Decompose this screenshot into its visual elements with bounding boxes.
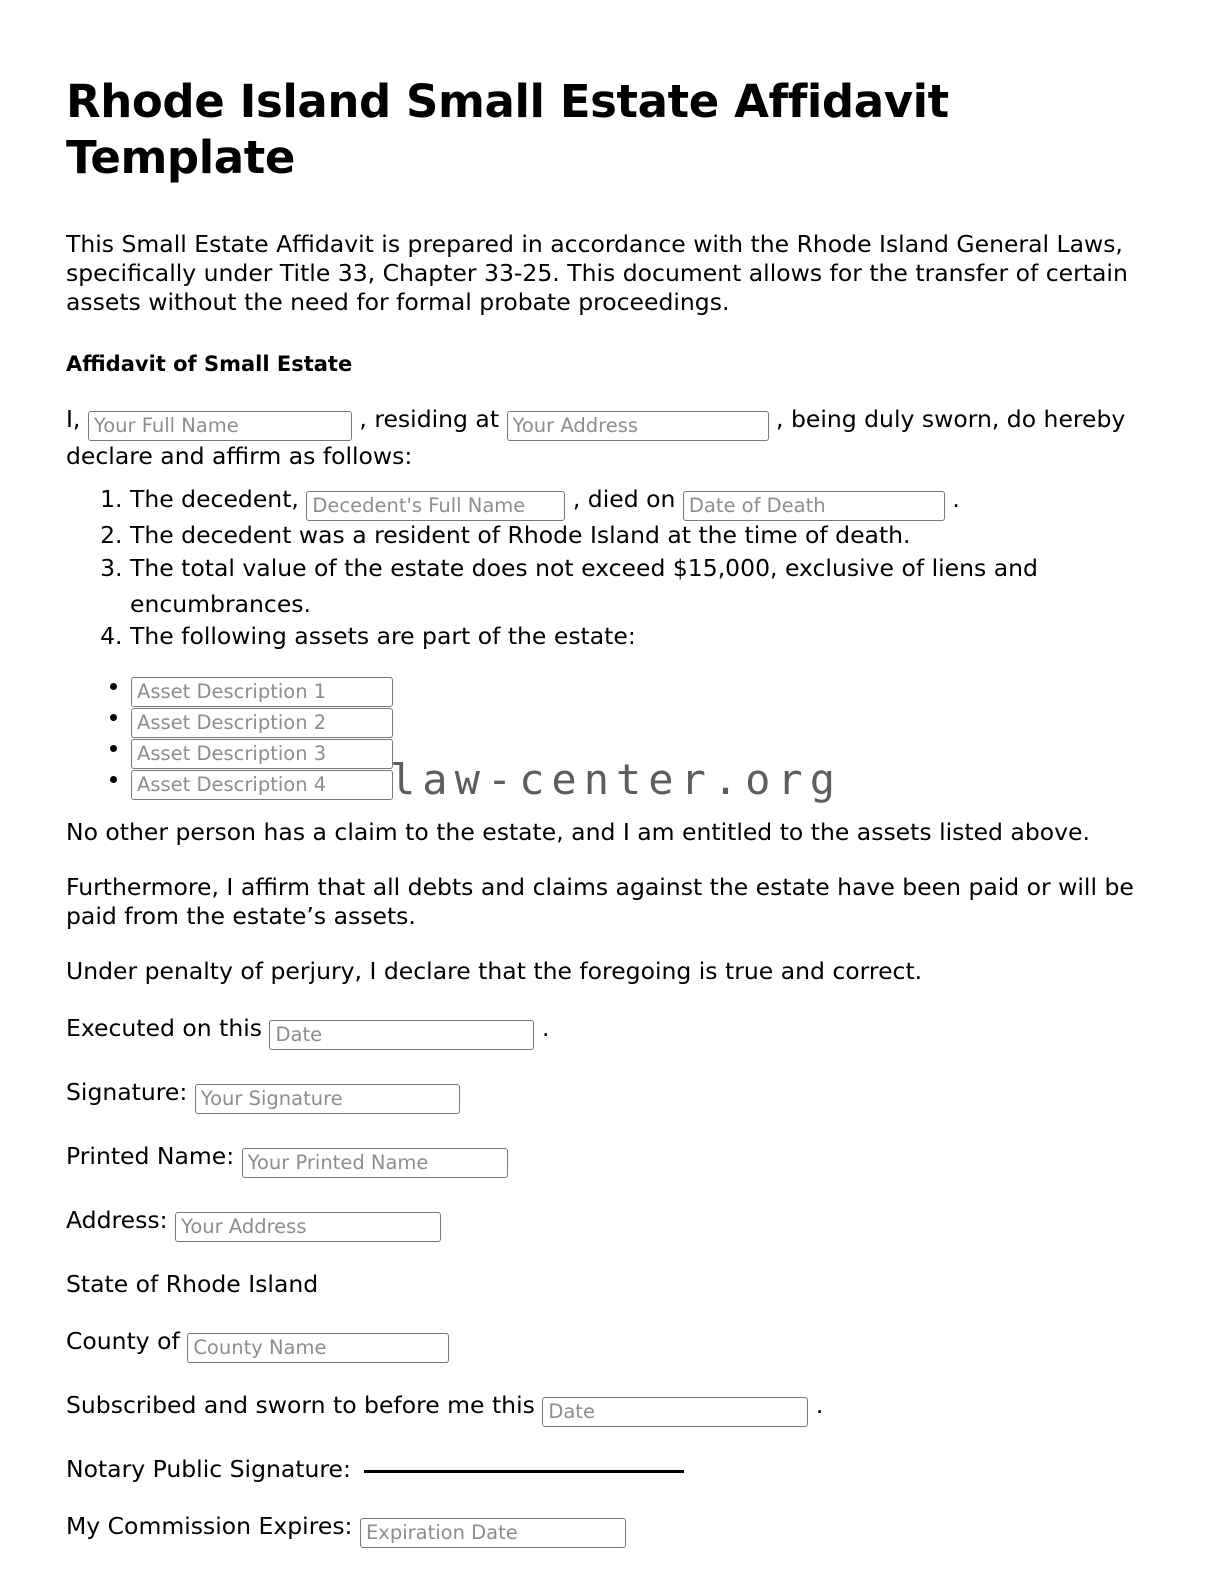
claim-1-middle: , died on [572,485,676,513]
declaration-lead-in: I, [66,405,81,433]
printed-name-input[interactable] [242,1148,508,1178]
commission-expires-row [66,1511,1145,1548]
sworn-label: Subscribed and sworn to before me this [66,1391,535,1419]
decedent-name-input[interactable] [306,491,565,521]
claim-item-2: 2. The decedent was a resident of Rhode Island at the time of death. [130,521,1145,550]
sworn-row [66,1390,1145,1427]
signature-row [66,1077,1145,1114]
declaration-after-address-text: , being duly sworn, do hereby declare and affirm as follows: [66,405,1126,470]
page-title: Rhode Island Small Estate Affidavit Template [66,75,949,184]
county-label: County of [66,1327,180,1355]
signature-label: Signature: [66,1078,188,1106]
declaration-residing-text: , residing at [359,405,500,433]
perjury-paragraph: Under penalty of perjury, I declare that the foregoing is true and correct. [66,957,923,985]
claim-1-suffix: . [952,485,960,513]
county-row [66,1326,1145,1363]
asset-list [66,670,1145,794]
printed-name-label: Printed Name: [66,1142,235,1170]
address-label: Address: [66,1206,168,1234]
date-of-death-input[interactable] [683,491,945,521]
executed-on-period: . [541,1014,550,1042]
address-input-declaration[interactable] [507,411,769,441]
commission-expires-label: My Commission Expires: [66,1512,353,1540]
executed-on-label: Executed on this [66,1014,262,1042]
executed-date-input[interactable] [269,1020,534,1050]
asset-description-input-4[interactable] [131,770,393,800]
document-content [66,74,1145,1548]
printed-name-row [66,1141,1145,1178]
claim-item-4: 4. The following assets are part of the estate: [130,622,1145,651]
signature-input[interactable] [195,1084,460,1114]
state-line: State of Rhode Island [66,1270,319,1298]
notary-signature-line[interactable] [364,1469,684,1473]
intro-paragraph: This Small Estate Affidavit is prepared in accordance with the Rhode Island General Laws, specifically under Title 33, Chapter 33-25. This document allows for the transfer of certain assets without the need for formal probate proceedings. [66,230,1128,316]
county-name-input[interactable] [187,1333,449,1363]
executed-on-row [66,1013,1145,1050]
site-watermark: law-center.org [390,755,843,804]
no-other-claim-paragraph: No other person has a claim to the estate, and I am entitled to the assets listed above. [66,818,1090,846]
list-item [131,763,1145,794]
address-input-signature-block[interactable] [175,1212,441,1242]
section-heading: Affidavit of Small Estate [66,352,353,376]
claims-list [66,485,1145,651]
claim-item-3: 3. The total value of the estate does not exceed $15,000, exclusive of liens and encumbrances. [130,550,1145,622]
sworn-date-input[interactable] [542,1397,808,1427]
notary-signature-label: Notary Public Signature: [66,1455,351,1483]
address-row [66,1205,1145,1242]
full-name-input[interactable] [88,411,352,441]
list-item [131,732,1145,763]
list-item [131,701,1145,732]
claim-1-prefix: The decedent, [130,485,299,513]
debts-paid-paragraph: Furthermore, I affirm that all debts and claims against the estate have been paid or will be paid from the estate’s assets. [66,873,1134,930]
notary-signature-row [66,1454,1145,1484]
list-item [131,670,1145,701]
sworn-period: . [815,1391,824,1419]
declaration-paragraph [66,404,1145,471]
claim-item-1 [130,485,1145,521]
commission-expiration-input[interactable] [360,1518,626,1548]
